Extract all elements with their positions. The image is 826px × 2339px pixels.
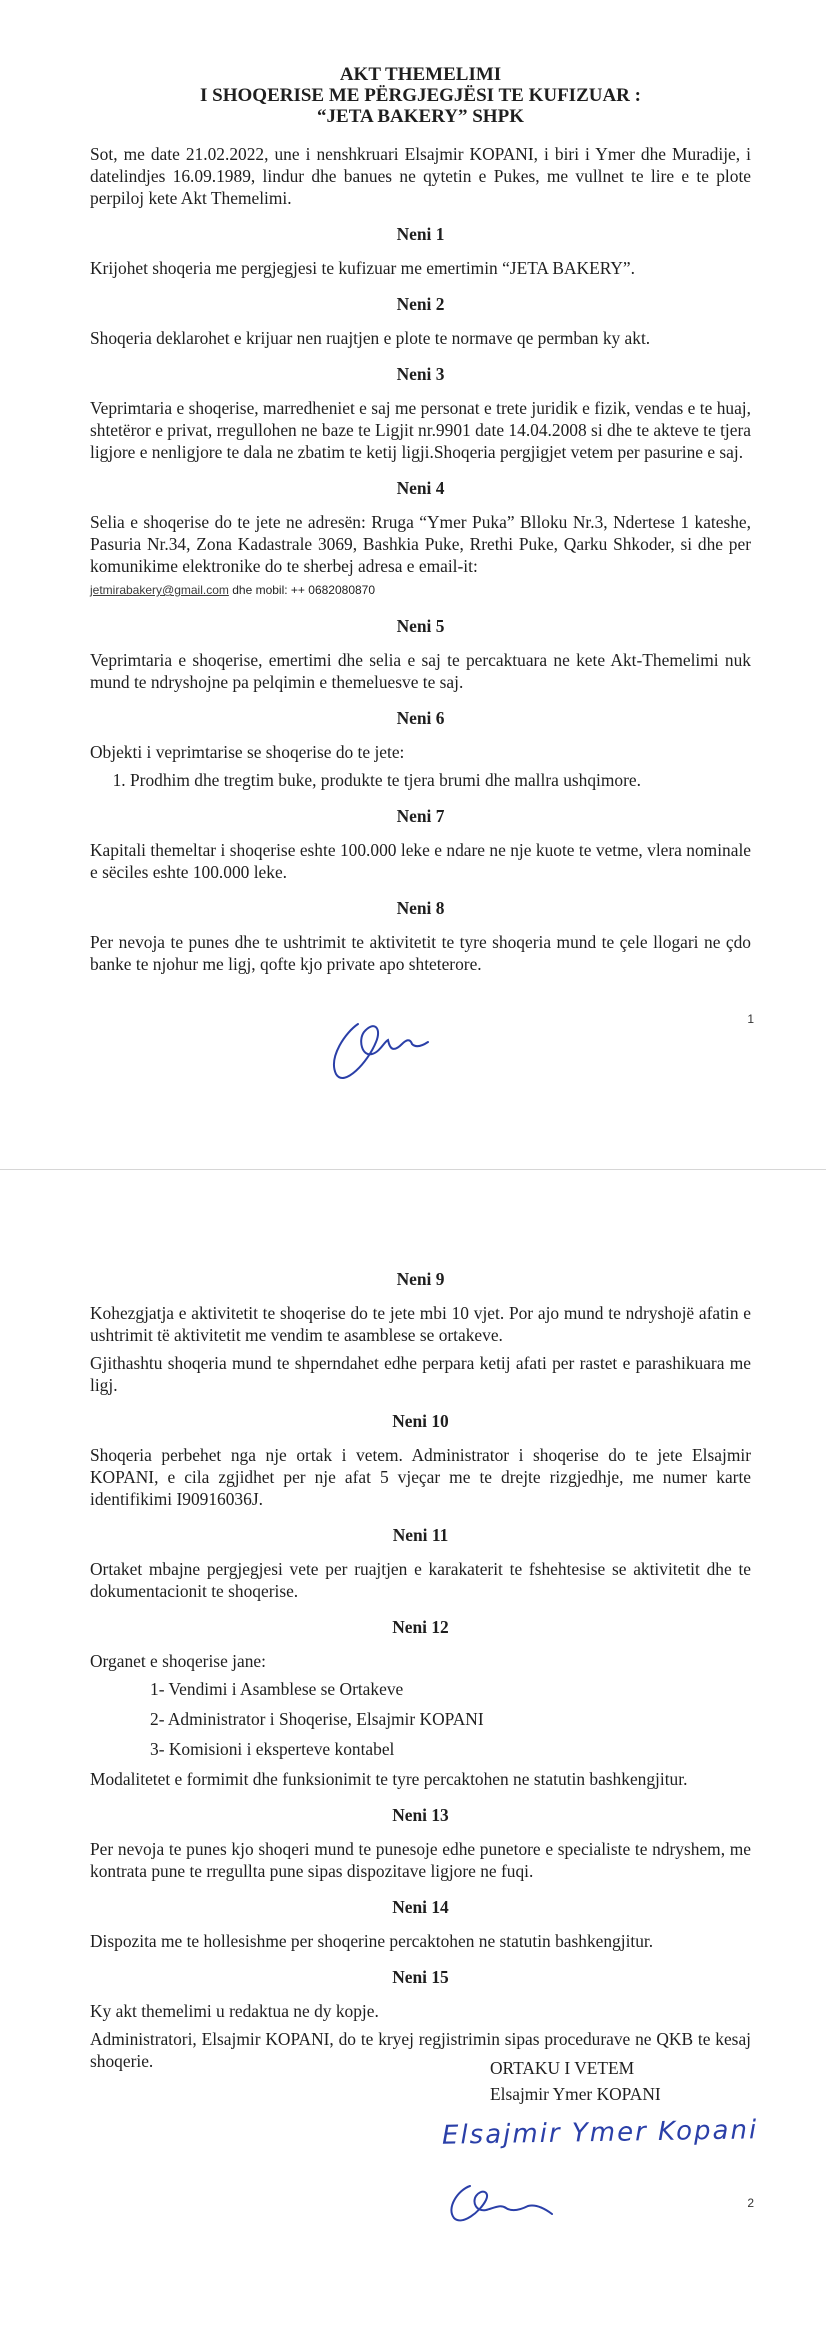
- article-7-heading: Neni 7: [396, 806, 445, 826]
- article-4-text: [90, 511, 751, 601]
- organ-item: 3- Komisioni i eksperteve kontabel: [150, 1739, 395, 1759]
- signature-2-icon: [440, 2168, 570, 2238]
- article-1-text: Krijohet shoqeria me pergjegjesi te kufizuar me emertimin “JETA BAKERY”.: [90, 258, 635, 278]
- organ-item: 2- Administrator i Shoqerise, Elsajmir KOPANI: [150, 1709, 484, 1729]
- article-9-text-2: Gjithashtu shoqeria mund te shperndahet edhe perpara ketij afati per rastet e parashikuara me ligj.: [90, 1353, 751, 1395]
- article-12-text-2: Modalitetet e formimit dhe funksionimit te tyre percaktohen ne statutin bashkengjitur.: [90, 1769, 688, 1789]
- article-15-text-1: Ky akt themelimi u redaktua ne dy kopje.: [90, 2001, 379, 2021]
- article-12-text: Organet e shoqerise jane:: [90, 1651, 266, 1671]
- article-1-heading: Neni 1: [396, 224, 445, 244]
- signature-1-icon: [318, 1002, 468, 1092]
- document-page-1: [0, 0, 826, 1169]
- email-link[interactable]: jetmirabakery@gmail.com: [90, 583, 229, 597]
- article-5-text: Veprimtaria e shoqerise, emertimi dhe selia e saj te percaktuara ne kete Akt-Themelimi nuk mund te ndryshojne pa pelqimin e themeluesve te saj.: [90, 650, 751, 692]
- article-3-text: Veprimtaria e shoqerise, marredheniet e saj me personat e trete juridik e fizik, vendas e te huaj, shtetëror e privat, rregullohen ne baze te Ligjit nr.9901 date 14.04.2008 si dhe te akteve te tjera ligjore e nenligjore te dala ne zbatim te ketij ligji.Shoqeria pergjigjet vetem per pasurine e saj.: [90, 398, 751, 462]
- article-8-text: Per nevoja te punes dhe te ushtrimit te aktivitetit te tyre shoqeria mund te çele llogari ne çdo banke te njohur me ligj, qofte kjo private apo shteterore.: [90, 932, 751, 974]
- article-12-heading: Neni 12: [392, 1617, 449, 1637]
- article-14-text: Dispozita me te hollesishme per shoqerine percaktohen ne statutin bashkengjitur.: [90, 1931, 654, 1951]
- activity-list: [90, 769, 751, 791]
- title-line-3: “JETA BAKERY” SHPK: [317, 106, 524, 127]
- article-9-text-1: Kohezgjatja e aktivitetit te shoqerise do te jete mbi 10 vjet. Por ajo mund te ndryshojë afatin e ushtrimit të aktivitetit me vendim te asamblese se ortakeve.: [90, 1303, 751, 1345]
- article-13-heading: Neni 13: [392, 1805, 449, 1825]
- handwritten-name: Elsajmir Ymer Kopani: [441, 2115, 759, 2151]
- article-4-heading: Neni 4: [396, 478, 445, 498]
- article-5-heading: Neni 5: [396, 616, 445, 636]
- article-6-text: Objekti i veprimtarise se shoqerise do te jete:: [90, 742, 405, 762]
- article-14-heading: Neni 14: [392, 1897, 449, 1917]
- organ-item: 1- Vendimi i Asamblese se Ortakeve: [150, 1679, 404, 1699]
- signature-block: [490, 2055, 661, 2107]
- page-number-2: 2: [747, 2196, 754, 2210]
- article-3-heading: Neni 3: [396, 364, 445, 384]
- article-10-text: Shoqeria perbehet nga nje ortak i vetem. Administrator i shoqerise do te jete Elsajmir KOPANI, e cila zgjidhet per nje afat 5 vjeçar me te drejte rizgjedhje, me numer karte identifikimi I90916036J.: [90, 1445, 751, 1509]
- article-15-text-2: Administratori, Elsajmir KOPANI, do te kryej regjistrimin sipas procedurave ne QKB te kesaj shoqerie.: [90, 2029, 751, 2071]
- article-8-heading: Neni 8: [396, 898, 445, 918]
- article-10-heading: Neni 10: [392, 1411, 449, 1431]
- phone-text: dhe mobil: ++ 0682080870: [228, 583, 376, 597]
- document-page-2: [0, 1169, 826, 2339]
- article-11-text: Ortaket mbajne pergjegjesi vete per ruajtjen e karakaterit te fshehtesise se aktivitetit dhe te dokumentacionit te shoqerise.: [90, 1559, 751, 1601]
- article-4-address: Selia e shoqerise do te jete ne adresën: Rruga “Ymer Puka” Blloku Nr.3, Ndertese 1 kateshe, Pasuria Nr.34, Zona Kadastrale 3069, Bashkia Puke, Rrethi Puke, Qarku Shkoder, si dhe per komunikime elektronike do te sherbej adresa e email-it:: [90, 512, 751, 576]
- page-2-content: [90, 1254, 751, 2078]
- article-15-heading: Neni 15: [392, 1967, 449, 1987]
- article-7-text: Kapitali themeltar i shoqerise eshte 100.000 leke e ndare ne nje kuote te vetme, vlera nominale e sëciles eshte 100.000 leke.: [90, 840, 751, 882]
- page-number-1: 1: [747, 1012, 754, 1026]
- page-1-content: [90, 64, 751, 981]
- organs-list: [90, 1678, 751, 1760]
- title-line-1: AKT THEMELIMI: [339, 64, 502, 85]
- intro-paragraph: Sot, me date 21.02.2022, une i nenshkruari Elsajmir KOPANI, i biri i Ymer dhe Muradije, i datelindjes 16.09.1989, lindur dhe banues ne qytetin e Pukes, me vullnet te lire e te plote perpiloj kete Akt Themelimi.: [90, 144, 751, 208]
- activity-item: 1. Prodhim dhe tregtim buke, produkte te tjera brumi dhe mallra ushqimore.: [130, 769, 751, 791]
- article-9-heading: Neni 9: [396, 1269, 445, 1289]
- article-13-text: Per nevoja te punes kjo shoqeri mund te punesoje edhe punetore e specialiste te ndryshem, me kontrata pune te rregullta pune sipas dispozitave ligjore ne fuqi.: [90, 1839, 751, 1881]
- article-6-heading: Neni 6: [396, 708, 445, 728]
- title-line-2: I SHOQERISE ME PËRGJEGJËSI TE KUFIZUAR :: [200, 85, 641, 106]
- article-2-heading: Neni 2: [396, 294, 445, 314]
- signer-name: Elsajmir Ymer KOPANI: [490, 2084, 661, 2104]
- article-11-heading: Neni 11: [392, 1525, 449, 1545]
- article-2-text: Shoqeria deklarohet e krijuar nen ruajtjen e plote te normave qe permban ky akt.: [90, 328, 651, 348]
- signer-title: ORTAKU I VETEM: [490, 2058, 635, 2078]
